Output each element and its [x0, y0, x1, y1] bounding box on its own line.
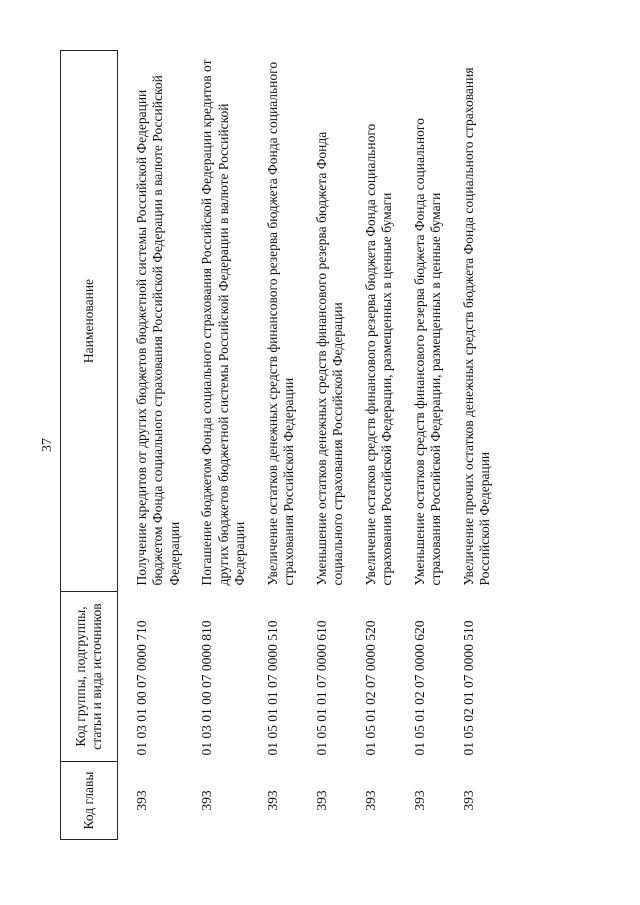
row-chapter: 393 — [460, 790, 476, 811]
row-chapter: 393 — [313, 790, 329, 811]
row-spacer — [396, 51, 412, 840]
row-spacer — [445, 51, 461, 840]
header-code: Код группы, подгруппы, статьи и вида источников — [61, 592, 118, 762]
row-name: Уменьшение остатков денежных средств финансового резерва бюджета Фонда социального страхования Российской Федерации — [313, 131, 346, 586]
table-row — [314, 51, 347, 840]
row-spacer — [183, 51, 199, 840]
row-code: 01 05 01 01 07 0000 510 — [264, 620, 280, 756]
row-name: Увеличение остатков денежных средств финансового резерва бюджета Фонда социального страхования Российской Федерации — [264, 61, 297, 586]
page-number: 37 — [40, 438, 55, 452]
sources-table — [60, 50, 494, 840]
header-name: Наименование — [61, 51, 118, 592]
row-spacer — [249, 51, 265, 840]
row-code: 01 03 01 00 07 0000 810 — [199, 620, 215, 756]
table-row — [199, 51, 248, 840]
row-chapter: 393 — [264, 790, 280, 811]
row-code: 01 05 01 01 07 0000 610 — [313, 620, 329, 756]
row-name: Увеличение прочих остатков денежных средств бюджета Фонда социального страхования Российской Федерации — [460, 67, 493, 586]
row-name: Уменьшение остатков средств финансового резерва бюджета Фонда социального страхования Российской Федерации, размещенных в ценные бумаги — [411, 118, 444, 586]
row-code: 01 03 01 00 07 0000 710 — [134, 620, 149, 756]
row-code: 01 05 01 02 07 0000 620 — [411, 620, 427, 756]
header-spacer — [118, 51, 135, 840]
row-spacer — [347, 51, 363, 840]
row-chapter: 393 — [362, 790, 378, 811]
rotated-page — [30, 50, 620, 840]
table-row — [461, 51, 494, 840]
row-code: 01 05 01 02 07 0000 520 — [362, 620, 378, 756]
row-spacer — [298, 51, 314, 840]
header-chapter: Код главы — [61, 762, 118, 840]
table-row — [265, 51, 298, 840]
table-row — [363, 51, 396, 840]
table-header-row — [61, 51, 118, 840]
table-row — [412, 51, 445, 840]
row-name: Получение кредитов от других бюджетов бюджетной системы Российской Федерации бюджетом Фонда социального страхования Российской Федерации в валюте Российской Федерации — [134, 75, 182, 586]
row-name: Погашение бюджетом Фонда социального страхования Российской Федерации кредитов от других бюджетов бюджетной системы Российской Федерации в валюте Российской Федерации — [199, 59, 248, 586]
table-row — [134, 51, 183, 840]
row-chapter: 393 — [411, 790, 427, 811]
row-code: 01 05 02 01 07 0000 510 — [460, 620, 476, 756]
row-name: Увеличение остатков средств финансового резерва бюджета Фонда социального страхования Российской Федерации, размещенных в ценные бумаги — [362, 123, 395, 586]
row-chapter: 393 — [199, 790, 215, 811]
row-chapter: 393 — [134, 790, 149, 811]
